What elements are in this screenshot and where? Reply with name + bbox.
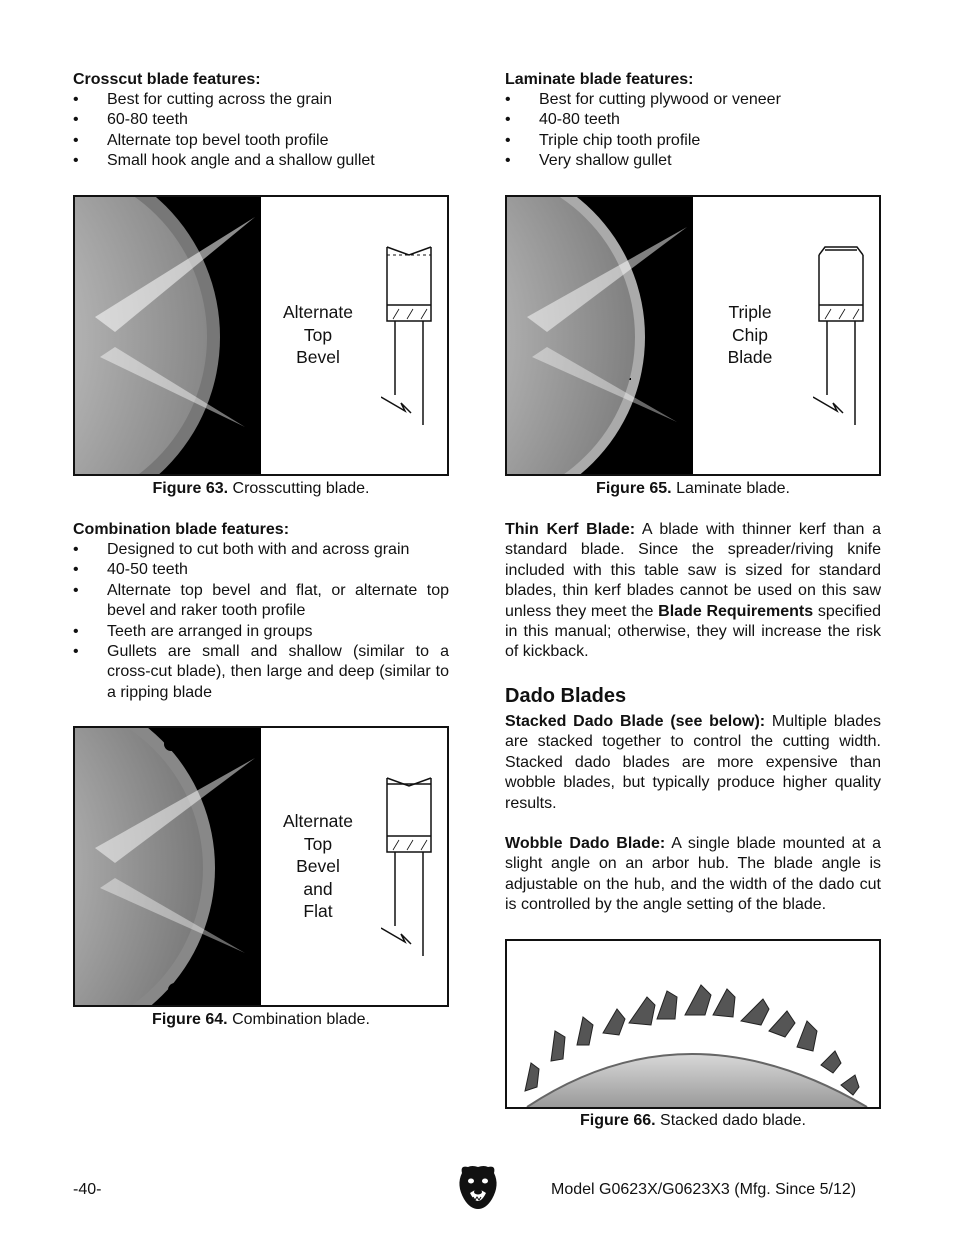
combination-blade-icon	[75, 728, 261, 1005]
list-item: • Designed to cut both with and across grain	[73, 540, 449, 560]
figure-65-caption	[505, 479, 881, 499]
crosscut-blade-photo	[75, 197, 261, 474]
crosscut-section	[73, 70, 449, 172]
paragraph-text: A single blade mounted at a slight angle on an arbor hub. The blade angle is adjustable on the hub, and the width of the dado cut is controlled by the angle setting of the blade.	[505, 835, 881, 914]
label-line: Alternate	[282, 302, 354, 322]
figure-63-caption	[73, 479, 449, 499]
list-item: • Alternate top bevel and flat, or alternate top bevel and raker tooth profile	[73, 581, 449, 622]
figure-64-label	[270, 810, 366, 923]
figure-63-label	[270, 301, 366, 369]
list-item: • Best for cutting plywood or veneer	[505, 90, 881, 110]
list-item: • Triple chip tooth profile	[505, 131, 881, 151]
combination-list	[73, 540, 449, 703]
paragraph-text: Multiple blades are stacked together to control the cutting width. Stacked dado blades are more expensive than wobble blades, but typically produce higher quality results.	[505, 713, 882, 812]
paragraph-text: specified in this manual; otherwise, they will increase the risk of kickback.	[505, 602, 881, 661]
grizzly-bear-logo-icon	[456, 1163, 500, 1211]
crosscut-heading: Crosscut blade features:	[73, 71, 261, 88]
combination-blade-photo	[75, 728, 261, 1005]
stacked-dado-paragraph	[505, 712, 881, 814]
label-line: Top	[303, 324, 333, 345]
list-item: • 40-50 teeth	[73, 560, 449, 580]
crosscut-list	[73, 90, 449, 172]
list-item: • Best for cutting across the grain	[73, 90, 449, 110]
list-item: • Teeth are arranged in groups	[73, 622, 449, 642]
laminate-list	[505, 90, 881, 172]
alternate-top-bevel-diagram-icon	[381, 245, 441, 425]
figure-63	[73, 195, 449, 476]
stacked-dado-lead: Stacked Dado Blade (see below):	[505, 713, 766, 730]
list-item: • Alternate top bevel tooth profile	[73, 131, 449, 151]
figure-number: Figure 63.	[152, 480, 229, 497]
thin-kerf-paragraph	[505, 520, 881, 663]
figure-caption-text: Laminate blade.	[671, 480, 790, 497]
triple-chip-diagram-icon	[813, 245, 873, 425]
label-line: Chip	[732, 324, 768, 345]
figure-65	[505, 195, 881, 476]
figure-66	[505, 939, 881, 1109]
figure-caption-text: Combination blade.	[227, 1011, 370, 1028]
figure-caption-text: Crosscutting blade.	[228, 480, 370, 497]
figure-66-caption	[505, 1111, 881, 1131]
label-line: Triple	[728, 302, 772, 322]
dado-heading: Dado Blades	[505, 685, 627, 707]
label-line: Flat	[303, 901, 333, 921]
alternate-top-bevel-flat-diagram-icon	[381, 776, 441, 956]
blade-requirements-ref: Blade Requirements	[658, 602, 814, 620]
model-info: Model G0623X/G0623X3 (Mfg. Since 5/12)	[551, 1181, 857, 1198]
dado-section	[505, 684, 881, 916]
label-line: Bevel	[296, 347, 340, 367]
figure-number: Figure 64.	[152, 1011, 228, 1028]
laminate-blade-photo	[507, 197, 693, 474]
figure-caption-text: Stacked dado blade.	[655, 1112, 806, 1129]
stacked-dado-blade-icon	[507, 941, 879, 1107]
thin-kerf-lead: Thin Kerf Blade:	[505, 521, 636, 538]
combination-heading: Combination blade features:	[73, 521, 290, 538]
combination-section	[73, 520, 449, 703]
list-item: • Small hook angle and a shallow gullet	[73, 151, 449, 171]
crosscut-blade-icon	[75, 197, 261, 474]
figure-64-caption	[73, 1010, 449, 1030]
list-item: • 40-80 teeth	[505, 110, 881, 130]
page-number: -40-	[73, 1181, 102, 1198]
label-line: Top	[303, 833, 333, 854]
label-line: Alternate	[282, 811, 354, 831]
thin-kerf-section	[505, 520, 881, 663]
laminate-heading: Laminate blade features:	[505, 71, 694, 88]
figure-number: Figure 66.	[580, 1112, 656, 1129]
label-line: Bevel	[296, 856, 340, 876]
label-line: and	[303, 878, 333, 899]
label-line: Blade	[727, 347, 773, 367]
list-item: • Very shallow gullet	[505, 151, 881, 171]
wobble-dado-paragraph	[505, 834, 881, 916]
figure-number: Figure 65.	[596, 480, 672, 497]
figure-65-label	[702, 301, 798, 369]
paragraph-text: A blade with thinner kerf than a standard blade. Since the spreader/riving knife included with this table saw is sized for standard blades, thin kerf blades cannot be used on this saw unless they meet the	[505, 521, 881, 620]
list-item: • Gullets are small and shallow (similar to a cross-cut blade), then large and deep (similar to a ripping blade	[73, 642, 449, 703]
laminate-section	[505, 70, 881, 172]
list-item: • 60-80 teeth	[73, 110, 449, 130]
figure-64	[73, 726, 449, 1007]
wobble-dado-lead: Wobble Dado Blade:	[505, 835, 666, 853]
laminate-blade-icon	[507, 197, 693, 474]
